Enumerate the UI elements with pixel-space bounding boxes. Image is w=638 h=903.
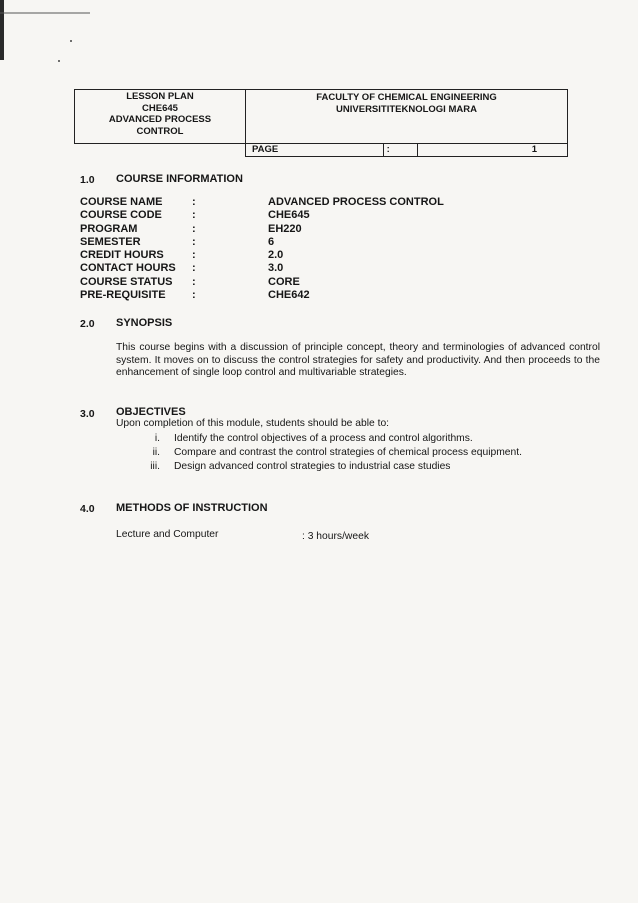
scan-edge-mark [0,0,4,60]
section-2-number: 2.0 [80,318,95,330]
instruction-hours: : 3 hours/week [302,531,369,542]
info-colon: : [192,196,196,208]
info-row [80,276,540,289]
objective-numeral: iii. [150,461,160,472]
faculty-name: FACULTY OF CHEMICAL ENGINEERING [316,92,497,103]
info-colon: : [192,275,196,288]
university-name: UNIVERSITITEKNOLOGI MARA [336,103,477,115]
page-colon: : [383,144,417,157]
lesson-plan-header [74,89,568,157]
header-left-line: CONTROL [136,125,184,137]
page-number: 1 [417,144,567,157]
info-value: CHE645 [268,209,310,222]
info-row [80,196,540,209]
header-blank-cell [75,144,246,157]
info-value: CHE642 [268,289,310,302]
objectives-intro: Upon completion of this module, students should be able to: [116,418,390,429]
header-left-cell [75,90,246,144]
page-label: PAGE [246,144,384,157]
info-colon: : [192,249,196,262]
objective-text: Identify the control objectives of a process and control algorithms. [174,433,473,444]
info-row [80,236,540,249]
info-value: EH220 [268,222,302,235]
scan-speck [58,60,60,62]
info-label: SEMESTER [80,235,141,248]
info-label: CONTACT HOURS [80,262,176,275]
info-value: 2.0 [268,249,284,262]
info-row [80,289,540,302]
header-left-line: CHE645 [142,102,178,114]
objective-text: Design advanced control strategies to industrial case studies [174,461,451,472]
info-label: COURSE STATUS [80,275,173,288]
objective-numeral: ii. [152,447,160,458]
info-row [80,262,540,275]
info-row [80,223,540,236]
instruction-method: Lecture and Computer [116,529,219,540]
info-label: PROGRAM [80,222,138,235]
objective-text: Compare and contrast the control strategies of chemical process equipment. [174,447,522,458]
header-left-line: ADVANCED PROCESS [108,114,212,125]
info-value: 6 [268,235,275,248]
synopsis-text: This course begins with a discussion of principle concept, theory and terminologies of advanced control system. It moves on to discuss the control strategies for safety and productivity. And then proceeds to the enhancement of single loop control and multivariable strategies. [116,342,600,378]
section-2-title: SYNOPSIS [116,317,173,329]
info-value: 3.0 [268,262,284,275]
section-3-title: OBJECTIVES [116,406,186,418]
info-label: COURSE CODE [80,209,162,222]
scan-edge-line [0,12,90,14]
info-value: ADVANCED PROCESS CONTROL [268,196,444,208]
header-right-cell [246,90,568,144]
info-label: PRE-REQUISITE [80,289,166,302]
section-4-number: 4.0 [80,503,95,515]
scan-speck [70,40,72,42]
info-colon: : [192,289,196,302]
info-colon: : [192,262,196,275]
info-row [80,209,540,222]
info-label: CREDIT HOURS [80,249,164,262]
info-colon: : [192,235,196,248]
section-1-title: COURSE INFORMATION [116,173,243,185]
objective-numeral: i. [154,433,160,444]
header-left-line: LESSON PLAN [126,91,194,102]
section-4-title: METHODS OF INSTRUCTION [116,502,268,514]
info-colon: : [192,222,196,235]
section-3-number: 3.0 [80,408,95,420]
section-1-number: 1.0 [80,174,95,186]
info-value: CORE [268,275,300,288]
info-colon: : [192,209,196,222]
info-label: COURSE NAME [80,196,163,208]
course-info-list [80,196,540,302]
info-row [80,249,540,262]
